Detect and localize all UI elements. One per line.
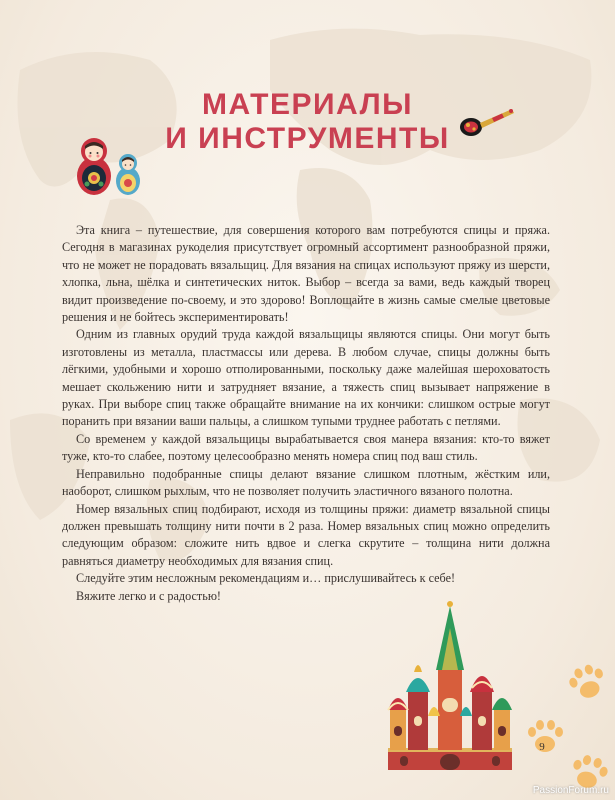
page-title-line-1: МАТЕРИАЛЫ [201,88,414,121]
paragraph: Вяжите легко и с радостью! [76,588,221,603]
st-basils-cathedral-icon [380,598,520,774]
paragraph: Следуйте этим несложным рекомендациям и… прислушивайтесь к себе! [76,571,456,586]
article-body [62,222,550,605]
khokhloma-spoon-icon [458,106,518,140]
matryoshka-icon [72,134,144,196]
page-number: 9 [539,741,545,753]
paragraph: Неправильно подобранные спицы делают вязание слишком плотным, жёстким или, наоборот, слишком рыхлым, что не позволяет получить эластичного вязаного полотна. [62,466,550,499]
paragraph: Эта книга – путешествие, для совершения которого вам потребуются спицы и пряжа. Сегодня в магазинах рукоделия присутствует огромный ассортимент разнообразной пряжи, что не может не порадовать вязальщиц. Для вязания на спицах используют пряжу из шерсти, хлопка, льна, шёлка и синтетических ниток. Выбор – всегда за вами, ведь каждый творец видит произведение по-своему, и это здорово! Воплощайте в жизнь самые смелые цветовые решения и не бойтесь экспериментировать! [62,223,550,325]
paragraph: Со временем у каждой вязальщицы вырабатывается своя манера вязания: кто-то вяжет туже, кто-то слабее, поэтому целесообразно менять номера спиц под ваш стиль. [62,431,550,464]
paragraph: Одним из главных орудий труда каждой вязальщицы являются спицы. Они могут быть изготовлены из металла, пластмассы или дерева. В любом случае, спицы должны быть лёгкими, удобными и хорошо отполированными, поскольку даже малейшая шероховатость мешает скольжению нити и затрудняет вязание, а тяжесть спиц вызывает напряжение в руках. При выборе спиц также обращайте внимание на их кончики: слишком острые могут поранить при вязании ваши пальцы, а слишком тупыми труднее работать с петлями. [62,327,550,429]
watermark: PassionForum.ru [532,785,609,796]
page-title-line-2: И ИНСТРУМЕНТЫ [165,122,450,155]
paragraph: Номер вязальных спиц подбирают, исходя из толщины пряжи: диаметр вязальной спицы должен превышать толщину нити почти в 2 раза. Номер вязальных спиц можно определить следующим образом: сложите нить вдвое и слегка скрутите – толщина нити должна равняться диаметру необходимых для вязания спиц. [62,501,550,568]
